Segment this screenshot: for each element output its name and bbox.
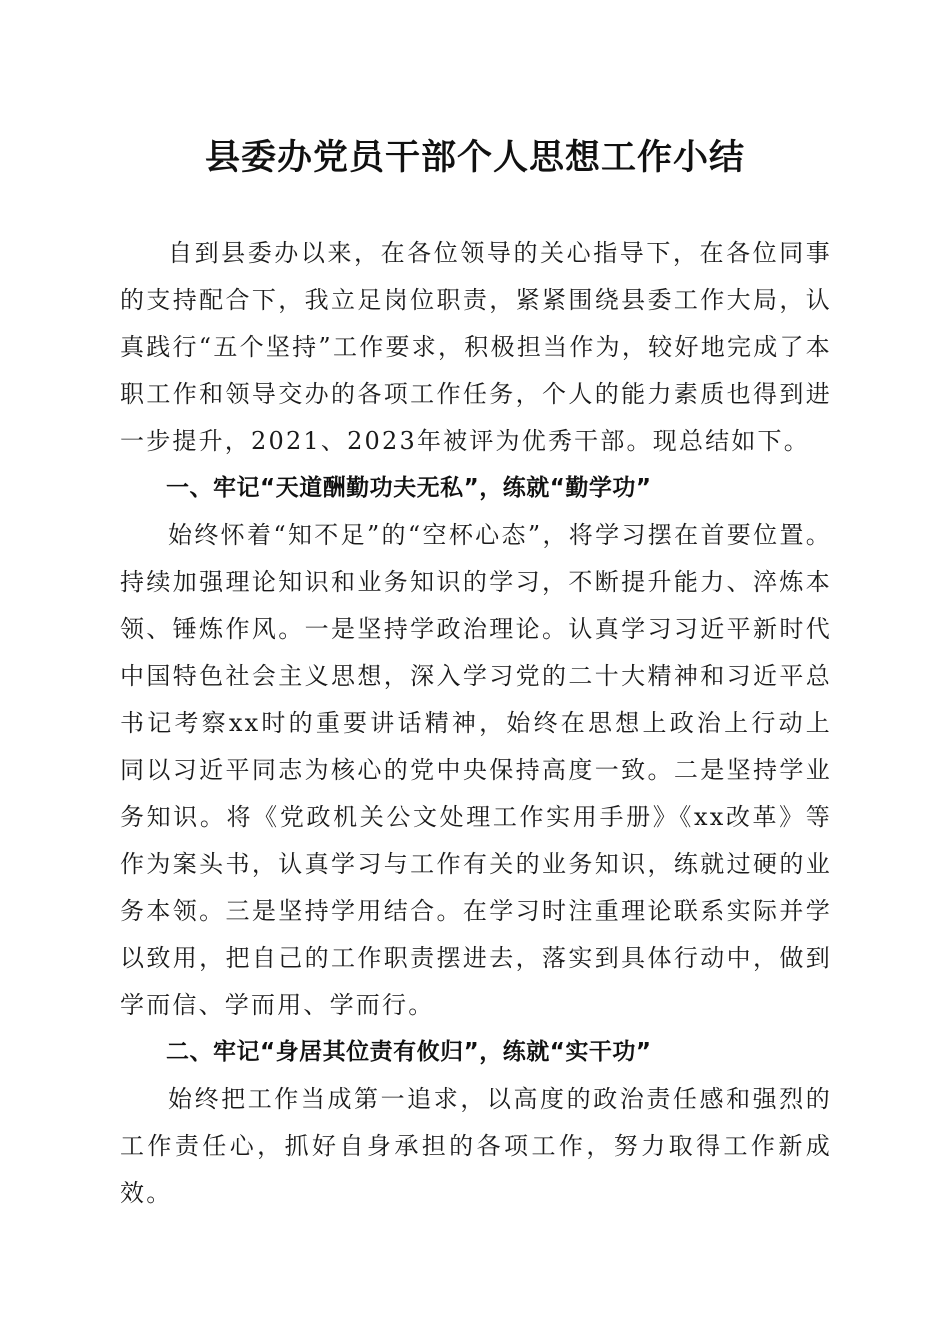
section-body-2: 始终把工作当成第一追求，以高度的政治责任感和强烈的工作责任心，抓好自身承担的各项工作，努力取得工作新成效。 (120, 1085, 832, 1207)
section-body-1: 始终怀着“知不足”的“空杯心态”，将学习摆在首要位置。持续加强理论知识和业务知识的学习，不断提升能力、淬炼本领、锤炼作风。一是坚持学政治理论。认真学习习近平新时代中国特色社会主义思想，深入学习党的二十大精神和习近平总书记考察xx时的重要讲话精神，始终在思想上政治上行动上同以习近平同志为核心的党中央保持高度一致。二是坚持学业务知识。将《党政机关公文处理工作实用手册》《xx改革》等作为案头书，认真学习与工作有关的业务知识，练就过硬的业务本领。三是坚持学用结合。在学习时注重理论联系实际并学以致用，把自己的工作职责摆进去，落实到具体行动中，做到学而信、学而用、学而行。 (120, 521, 832, 1019)
document-body (120, 230, 832, 1217)
intro-paragraph: 自到县委办以来，在各位领导的关心指导下，在各位同事的支持配合下，我立足岗位职责，紧紧围绕县委工作大局，认真践行“五个坚持”工作要求，积极担当作为，较好地完成了本职工作和领导交办的各项工作任务，个人的能力素质也得到进一步提升，2021、2023年被评为优秀干部。现总结如下。 (120, 239, 832, 455)
document-title: 县委办党员干部个人思想工作小结 (204, 138, 745, 178)
section-heading-1: 一、牢记“天道酬勤功夫无私”，练就“勤学功” (166, 475, 652, 501)
section-heading-2: 二、牢记“身居其位责有攸归”，练就“实干功” (166, 1039, 652, 1065)
